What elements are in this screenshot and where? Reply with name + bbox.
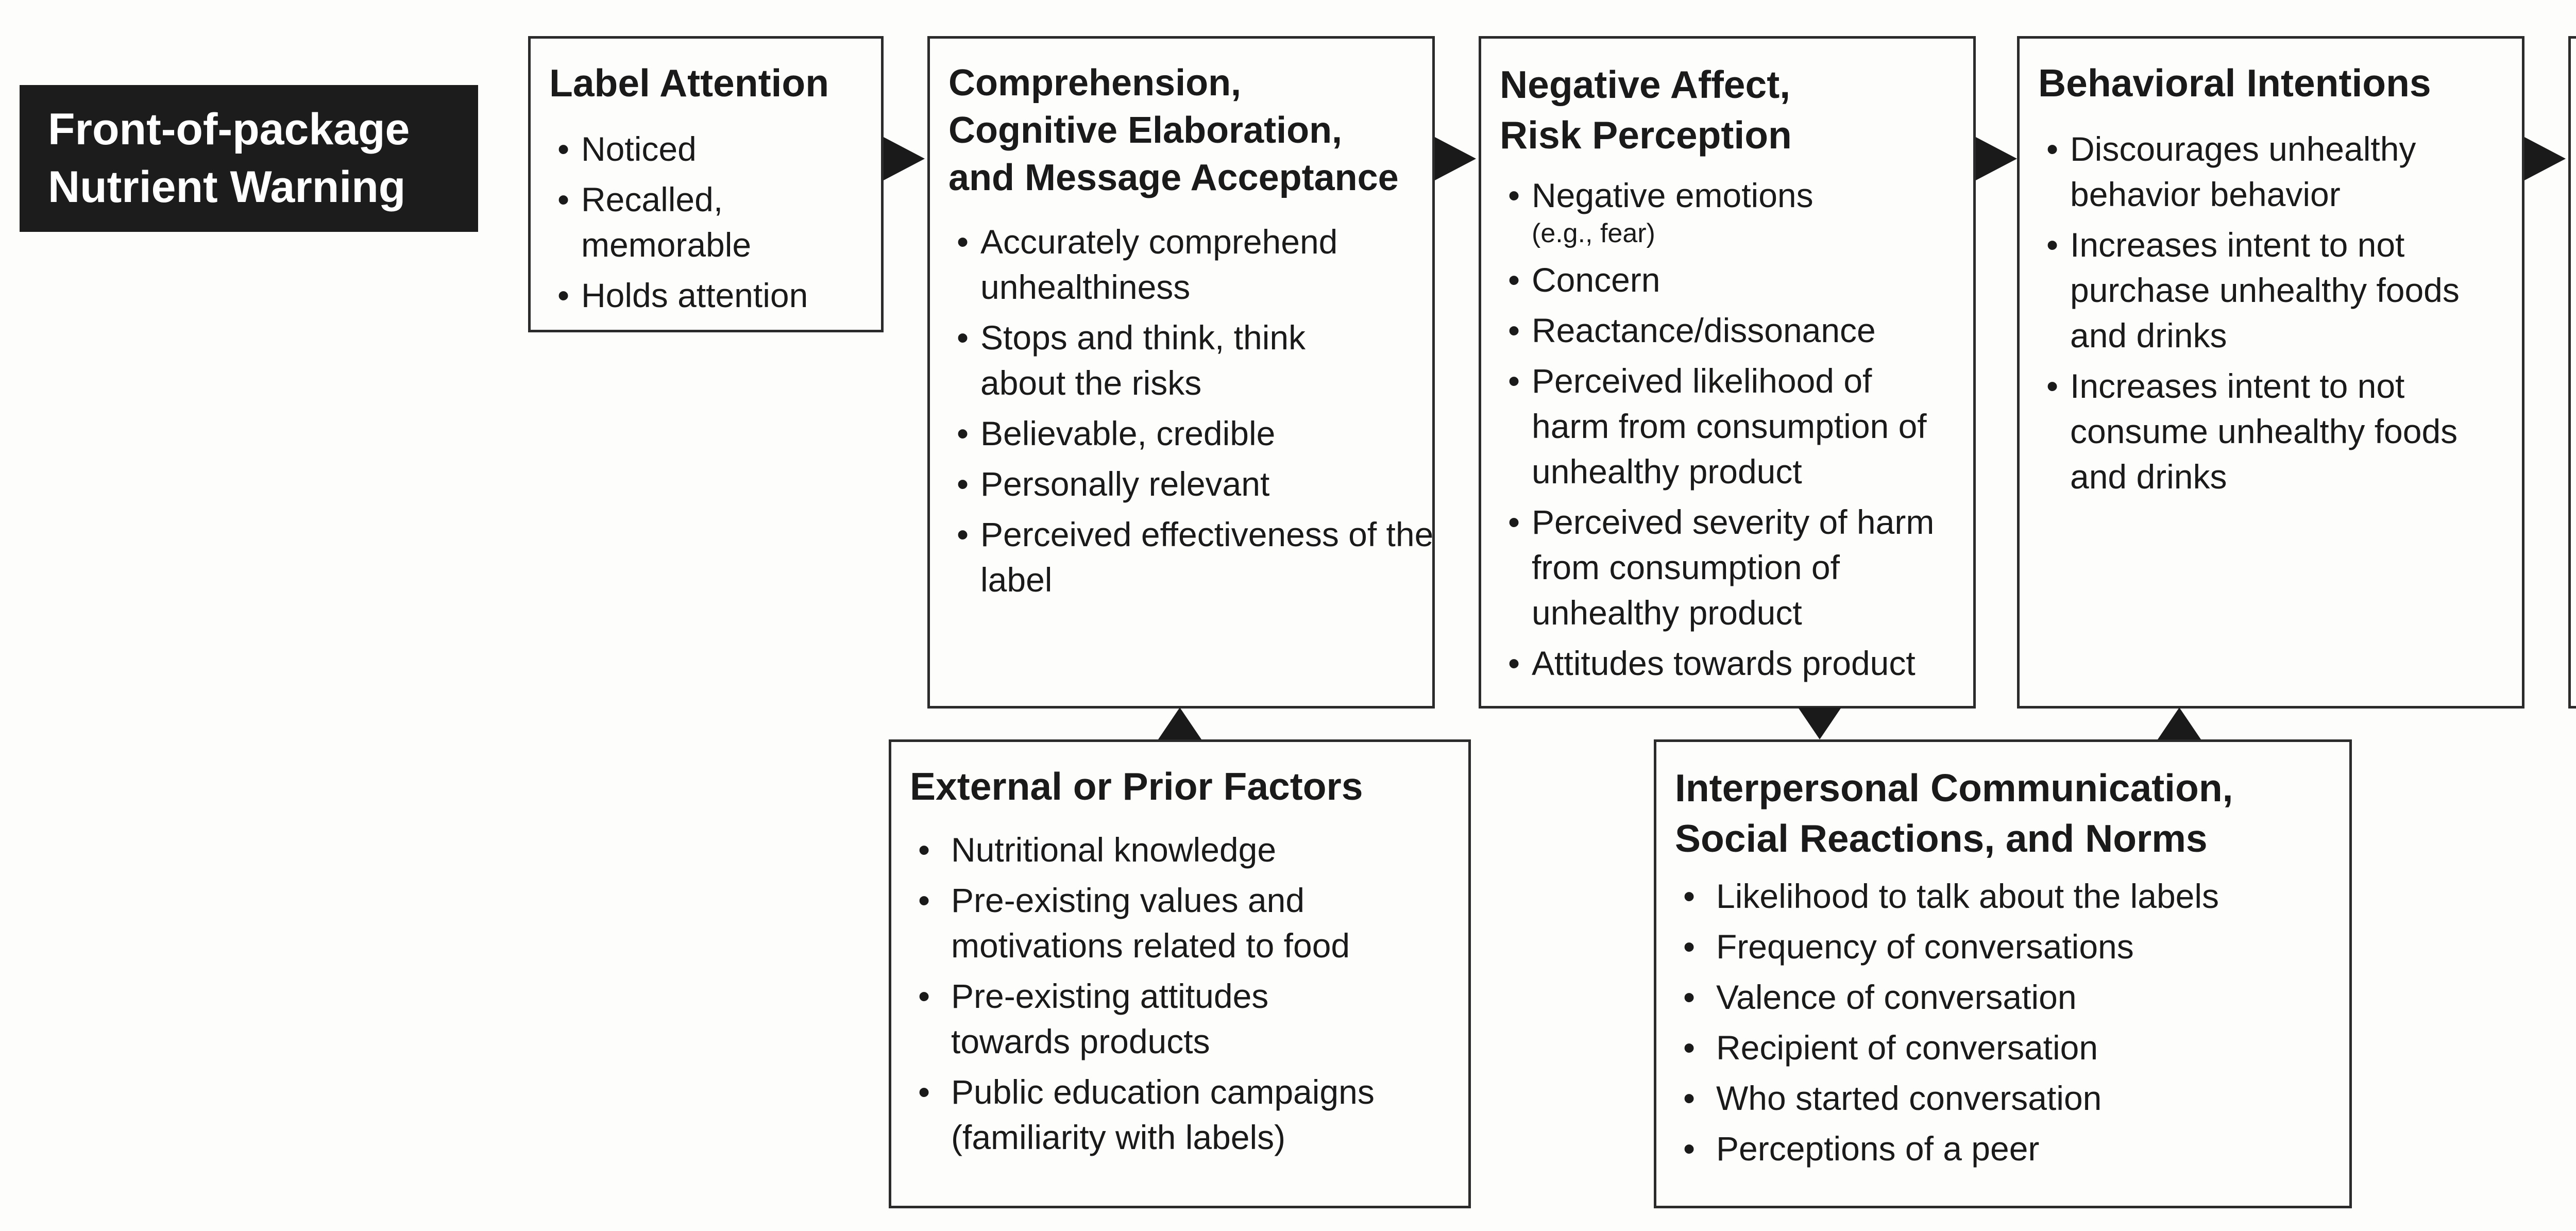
list-item: • Believable, credible [948,411,1428,456]
negative-affect-list [1500,173,1969,691]
list-item: • Holds attention [549,273,877,318]
comprehension-title: Comprehension, Cognitive Elaboration, and Message Acceptance [948,62,1399,198]
list-item: • Noticed [549,126,877,172]
list-item: • Valence of conversation [1675,974,2345,1020]
arrow-right-icon [1435,137,1476,180]
behavioral-intentions-list [2038,126,2518,504]
list-item: • Likelihood to talk about the labels [1675,873,2345,919]
list-item: • Public education campaigns (familiarity with labels) [910,1069,1456,1160]
list-item: • Attitudes towards product [1500,640,1969,686]
comprehension-box [927,36,1435,709]
interpersonal-communication-title: Interpersonal Communication, Social Reactions, and Norms [1675,766,2233,860]
list-item: • Accurately comprehend unhealthiness [948,219,1382,310]
arrow-right-icon [884,137,925,180]
list-item: • Personally relevant [948,461,1428,507]
list-item: • Reactance/dissonance [1500,308,1969,353]
list-item: • Increases intent to not purchase unhealthy foods and drinks [2038,222,2482,358]
list-item: • Discourages unhealthy behavior behavior [2038,126,2482,217]
source-line-2: Nutrient Warning [48,162,406,212]
label-attention-title: Label Attention [549,61,829,105]
list-item-note: (e.g., fear) [1532,218,1655,248]
behavioral-intentions-box [2017,36,2524,709]
list-item: • Concern [1500,257,1969,302]
list-item: • Recalled, memorable [549,177,798,267]
list-item: • Recipient of conversation [1675,1025,2345,1070]
list-item: • Frequency of conversations [1675,924,2345,969]
arrow-up-icon [2158,707,2201,739]
source-line-1: Front-of-package [48,104,410,154]
arrow-right-icon [2524,137,2566,180]
external-factors-list [910,827,1464,1165]
list-item: • Nutritional knowledge [910,827,1464,872]
interpersonal-communication-box [1654,739,2352,1208]
arrow-up-icon [1158,707,1201,739]
list-item: • Pre-existing attitudes towards products [910,973,1353,1064]
negative-affect-title: Negative Affect, Risk Perception [1500,63,1792,157]
source-box [20,85,478,232]
list-item: • Perceived severity of harm from consumption of unhealthy product [1500,499,1944,635]
list-item: • Who started conversation [1675,1075,2345,1121]
list-item: • Increases intent to not consume unhealthy foods and drinks [2038,363,2523,499]
label-attention-box [528,36,884,332]
comprehension-list [948,219,1434,608]
external-factors-box [889,739,1471,1208]
list-item: • Perceived likelihood of harm from consumption of unhealthy product [1500,358,1944,494]
external-factors-title: External or Prior Factors [910,765,1363,808]
list-item: • Pre-existing values and motivations related to food [910,878,1394,968]
label-attention-list [549,126,877,323]
negative-affect-box [1479,36,1976,709]
arrow-right-icon [1976,137,2017,180]
list-item: • Perceived effectiveness of the label [948,512,1434,602]
arrow-down-icon [1798,707,1841,739]
behavioral-response-box [2568,36,2576,709]
list-item: • Stops and think, think about the risks [948,315,1351,406]
list-item: • Negative emotions (e.g., fear) [1500,173,1969,252]
interpersonal-communication-list [1675,873,2345,1176]
list-item: • Perceptions of a peer [1675,1126,2345,1171]
behavioral-intentions-title: Behavioral Intentions [2038,61,2431,105]
